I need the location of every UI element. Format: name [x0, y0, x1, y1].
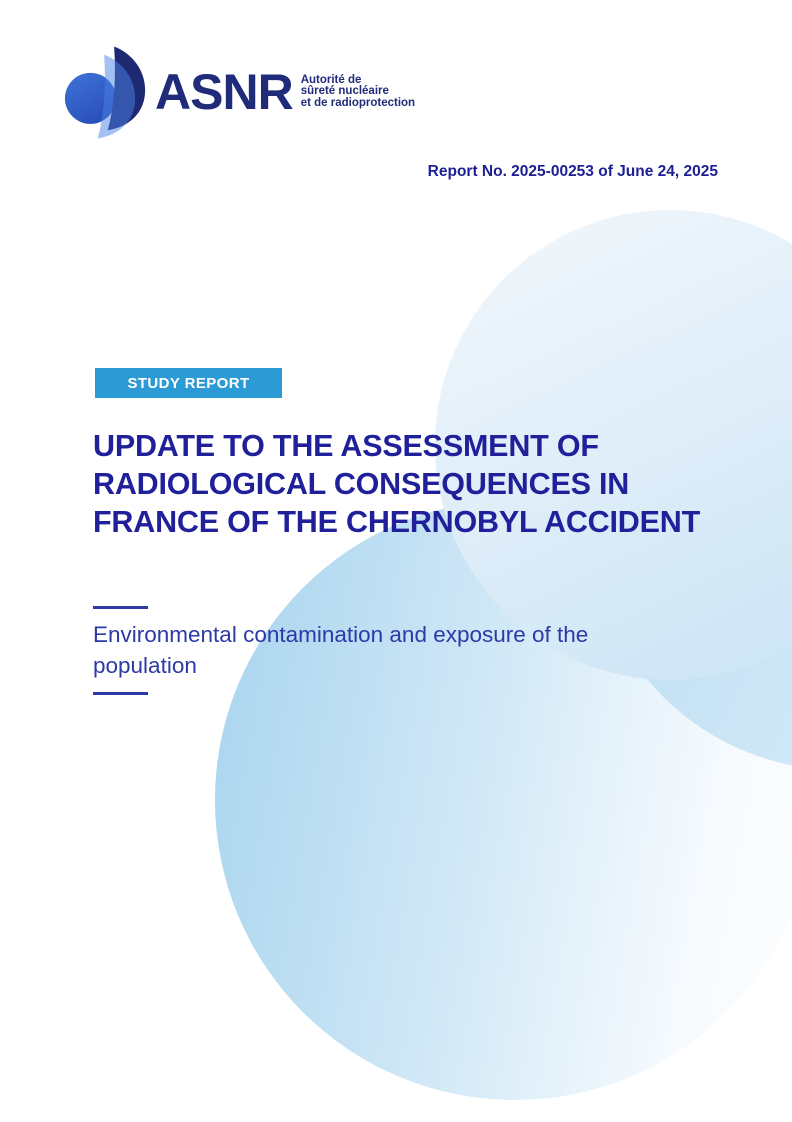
- tagline-line-2: sûreté nucléaire: [300, 85, 389, 98]
- asnr-logo: [64, 44, 415, 140]
- asnr-brand-text: ASNR: [155, 64, 293, 120]
- report-reference: Report No. 2025-00253 of June 24, 2025: [427, 163, 718, 180]
- asnr-tagline: [301, 75, 415, 110]
- subtitle-divider-bottom: [93, 692, 148, 695]
- study-report-badge: STUDY REPORT: [95, 368, 282, 398]
- page-subtitle: Environmental contamination and exposure of the population: [93, 622, 589, 678]
- asnr-droplet-logo-icon: [64, 44, 146, 140]
- page-title: UPDATE TO THE ASSESSMENT OF RADIOLOGICAL CONSEQUENCES IN FRANCE OF THE CHERNOBYL ACCIDENT: [93, 429, 700, 539]
- tagline-line-3: et de radioprotection: [300, 96, 416, 109]
- tagline-line-1: Autorité de: [300, 73, 362, 86]
- subtitle-divider-top: [93, 606, 148, 609]
